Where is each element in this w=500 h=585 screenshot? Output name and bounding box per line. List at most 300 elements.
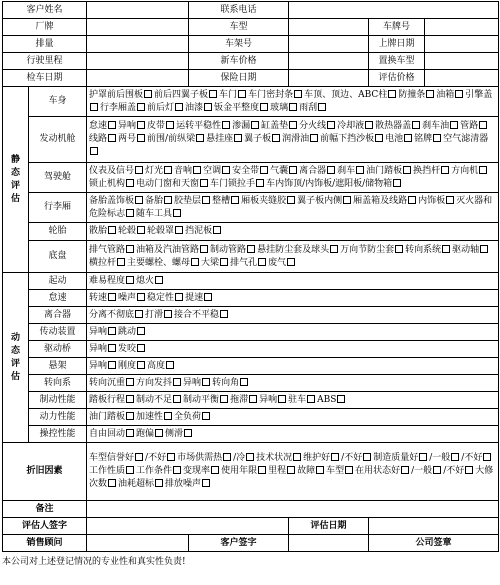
check-item [261,121,299,131]
check-item [145,196,174,206]
checkbox[interactable] [164,166,172,174]
checkbox[interactable] [433,134,441,142]
checkbox[interactable] [108,479,116,487]
check-item-label: 冷却液 [337,121,365,131]
check-item [299,121,337,131]
checkbox[interactable] [108,327,116,335]
customer-sign-field[interactable] [289,535,369,552]
check-item-label: 运转平稳性 [176,121,222,131]
checkbox[interactable] [337,395,345,403]
check-item [436,90,465,100]
field-label: 行驶里程 [3,53,87,70]
check-item-label: 前幅下挡沙板 [320,134,375,144]
checkbox[interactable] [450,121,458,129]
category-items [87,117,499,163]
company-seal-label: 公司签章 [369,535,499,552]
section-title-char: 态 [10,167,20,178]
check-item [89,361,118,371]
appraisal-form [2,1,498,567]
checkbox[interactable] [173,395,181,403]
checkbox[interactable] [412,121,420,129]
check-item-label: 发咬 [118,343,137,354]
checkbox[interactable] [108,121,116,129]
checkbox[interactable] [126,245,134,253]
category-label: 发动机舱 [29,117,87,163]
field-value[interactable] [289,2,499,19]
checkbox[interactable] [137,327,145,335]
checkbox[interactable] [393,179,401,187]
checkbox[interactable] [108,361,116,369]
checkbox[interactable] [202,196,210,204]
field-label: 车架号 [189,36,289,53]
checkbox[interactable] [108,226,116,234]
check-item-label: 制造质量好 [373,453,419,463]
category-items [87,392,499,409]
checkbox[interactable] [375,134,383,142]
checkbox[interactable] [247,245,255,253]
category-items [87,290,499,307]
checkbox[interactable] [108,134,116,142]
checkbox[interactable] [343,196,351,204]
field-value[interactable] [87,19,189,36]
check-item [411,466,443,476]
check-item-label: ABS [317,394,337,405]
checkbox[interactable] [90,103,98,111]
checkbox[interactable] [108,293,116,301]
checkbox[interactable] [175,103,183,111]
field-value[interactable] [87,53,189,70]
check-item [268,466,297,476]
check-item [89,310,145,320]
checkbox[interactable] [126,276,134,284]
field-value[interactable] [289,36,369,53]
checkbox[interactable] [222,166,230,174]
category-label: 车身 [29,87,87,117]
check-item [89,90,154,100]
check-item [297,466,326,476]
section-title-char: 估 [10,371,20,382]
check-item-label: 拖滞 [230,394,249,405]
check-item-label: 备胎盖饰板 [89,195,135,206]
check-item-label: 在用状态好 [355,466,401,476]
checkbox[interactable] [318,103,326,111]
check-item-label: 加速性 [136,411,164,422]
check-item [136,245,210,255]
field-value[interactable] [87,36,189,53]
check-item [183,378,212,388]
checkbox[interactable] [272,134,280,142]
checkbox[interactable] [126,412,134,420]
checkbox[interactable] [260,166,268,174]
checkbox[interactable] [137,134,145,142]
checkbox[interactable] [175,293,183,301]
field-label: 评估价格 [369,70,425,87]
checkbox[interactable] [433,466,441,474]
check-item-label: 护罩前后围板 [89,89,144,100]
checkbox[interactable] [234,134,242,142]
form-table [2,1,499,552]
static-row [3,163,499,193]
check-item [183,466,221,476]
checkbox[interactable] [173,466,181,474]
field-value[interactable] [87,2,189,19]
checkbox[interactable] [419,453,427,461]
checkbox[interactable] [202,378,210,386]
check-item [136,466,183,476]
section-title-char: 静 [10,154,20,165]
check-item-label: 异响 [259,394,278,405]
check-item [337,166,366,176]
category-label: 动力性能 [29,409,87,426]
check-item-label: 里程 [268,466,287,476]
check-item [174,166,203,176]
section-title-char: 动 [10,332,20,343]
checkbox[interactable] [202,412,210,420]
check-item-label: 驻车 [288,394,307,405]
appraiser-row [3,518,499,535]
check-item-label: 皮带 [147,121,166,131]
check-item-label: 维护好 [303,453,331,463]
dynamic-row [3,341,499,358]
checkbox[interactable] [289,166,297,174]
check-item-label: 大梁 [201,257,220,268]
checkbox[interactable] [465,466,473,474]
checkbox[interactable] [173,209,181,217]
checkbox[interactable] [137,121,145,129]
check-item [340,245,405,255]
dynamic-row [3,409,499,426]
checkbox[interactable] [480,245,488,253]
checkbox[interactable] [90,147,98,155]
checkbox[interactable] [144,90,152,98]
checkbox[interactable] [401,466,409,474]
category-items [87,358,499,375]
checkbox[interactable] [223,453,231,461]
check-item-label: 雨刮 [299,102,318,113]
category-label: 操控性能 [29,426,87,443]
checkbox[interactable] [200,245,208,253]
checkbox[interactable] [166,121,174,129]
checkbox[interactable] [137,344,145,352]
checkbox[interactable] [137,361,145,369]
checkbox[interactable] [403,166,411,174]
checkbox[interactable] [294,90,302,98]
checkbox[interactable] [211,466,219,474]
check-item [353,196,418,206]
check-item-label: 润滑油 [282,134,310,144]
check-item [136,276,165,286]
section-title-char: 评 [10,180,20,191]
field-label: 排量 [3,36,87,53]
checkbox[interactable] [164,310,172,318]
checkbox[interactable] [220,395,228,403]
checkbox[interactable] [231,196,239,204]
field-value[interactable] [425,36,499,53]
checkbox[interactable] [126,378,134,386]
dynamic-row [3,426,499,443]
checkbox[interactable] [126,466,134,474]
checkbox[interactable] [126,395,134,403]
checkbox[interactable] [441,166,449,174]
checkbox[interactable] [442,245,450,253]
checkbox[interactable] [164,196,172,204]
category-label: 驱动桥 [29,341,87,358]
header-row [3,53,499,70]
checkbox[interactable] [479,166,487,174]
checkbox[interactable] [426,90,434,98]
static-section-title [3,87,29,273]
check-item [147,293,185,303]
check-item [89,179,136,189]
field-label: 联系电话 [189,2,289,19]
header-row [3,2,499,19]
checkbox[interactable] [155,429,163,437]
checkbox[interactable] [289,121,297,129]
category-items [87,324,499,341]
checkbox[interactable] [331,453,339,461]
checkbox[interactable] [256,179,264,187]
checkbox[interactable] [126,429,134,437]
depreciation-label: 折旧因素 [3,443,87,501]
checkbox[interactable] [222,121,230,129]
checkbox[interactable] [200,179,208,187]
check-item-label: 前后四翼子板 [154,89,209,100]
check-item [89,258,127,268]
checkbox[interactable] [258,258,266,266]
checkbox[interactable] [155,479,163,487]
check-item-label: 刹车 [337,165,356,176]
check-item-label: 管路 [460,121,479,131]
check-item-label: 车门 [219,89,238,100]
checkbox[interactable] [249,395,257,403]
category-items [87,375,499,392]
check-item [452,245,490,255]
check-item-label: 翼子板 [244,134,272,144]
check-item [266,179,403,189]
check-item [299,103,328,113]
remark-field[interactable] [87,501,499,518]
checkbox[interactable] [204,293,212,301]
checkbox[interactable] [363,453,371,461]
checkbox[interactable] [220,310,228,318]
checkbox[interactable] [209,90,217,98]
checkbox[interactable] [166,361,174,369]
check-item-label: 转向角 [212,377,240,388]
checkbox[interactable] [287,196,295,204]
field-label: 车型 [189,19,289,36]
category-label: 离合器 [29,307,87,324]
check-item [375,121,422,131]
checkbox[interactable] [451,453,459,461]
checkbox[interactable] [455,90,463,98]
check-item-label: 排气管路 [89,244,126,255]
check-item-label: 换挡杆 [413,165,441,176]
check-item [230,258,268,268]
checkbox[interactable] [238,90,246,98]
checkbox[interactable] [408,196,416,204]
checkbox[interactable] [345,466,353,474]
checkbox[interactable] [365,121,373,129]
check-item [451,166,489,176]
checkbox[interactable] [135,310,143,318]
checkbox[interactable] [155,276,163,284]
checkbox[interactable] [246,453,254,461]
check-item-label: 两号 [118,134,137,144]
static-row [3,223,499,241]
check-item-label: 整槽 [212,195,231,206]
checkbox[interactable] [126,179,134,187]
checkbox[interactable] [240,378,248,386]
checkbox[interactable] [164,412,172,420]
check-item-label: /不好 [145,453,167,463]
check-item-label: 油门踏板 [366,165,403,176]
check-item-label: 悬挂防尘套及球头 [257,244,330,255]
checkbox[interactable] [388,90,396,98]
check-item-label: 提速 [185,292,204,303]
checkbox[interactable] [307,395,315,403]
checkbox[interactable] [479,121,487,129]
check-item [174,310,230,320]
check-item-label: 排气孔 [230,257,258,268]
checkbox[interactable] [258,466,266,474]
check-item-label: 驱动轴 [452,244,480,255]
checkbox[interactable] [446,196,454,204]
appraiser-field[interactable] [87,518,289,535]
header-row [3,19,499,36]
check-item [270,103,299,113]
checkbox[interactable] [293,453,301,461]
check-item [232,166,270,176]
checkbox[interactable] [137,293,145,301]
dynamic-row [3,358,499,375]
category-label: 底盘 [29,241,87,273]
check-item-label: 怠速 [89,121,108,131]
check-item [89,429,136,439]
check-item [210,179,266,189]
check-item [118,134,147,144]
checkbox[interactable] [278,395,286,403]
checkbox[interactable] [327,121,335,129]
check-item [385,134,414,144]
check-item [212,196,241,206]
checkbox[interactable] [213,226,221,234]
category-items [87,409,499,426]
check-item-label: 油箱及汽油管路 [136,244,200,255]
check-item-label: 踏板行程 [89,394,126,405]
checkbox[interactable] [175,226,183,234]
checkbox[interactable] [260,103,268,111]
field-value[interactable] [425,70,499,87]
check-item-label: 铭牌 [414,134,433,144]
checkbox[interactable] [289,103,297,111]
field-label: 客户姓名 [3,2,87,19]
checkbox[interactable] [483,453,491,461]
checkbox[interactable] [196,134,204,142]
check-item [341,453,373,463]
sales-field[interactable] [87,535,189,552]
checkbox[interactable] [287,466,295,474]
checkbox[interactable] [395,245,403,253]
check-item-label: 工作性质 [89,466,126,476]
checkbox[interactable] [316,466,324,474]
check-item [136,209,183,219]
checkbox[interactable] [327,166,335,174]
checkbox[interactable] [135,196,143,204]
check-item-label: 异响 [89,343,108,354]
check-item-label: 仪表及信号 [89,165,135,176]
category-label: 轮胎 [29,223,87,241]
checkbox[interactable] [126,209,134,217]
checkbox[interactable] [204,103,212,111]
checkbox[interactable] [193,166,201,174]
field-value[interactable] [289,19,369,36]
field-value[interactable] [87,70,189,87]
checkbox[interactable] [202,479,210,487]
field-value[interactable] [425,53,499,70]
checkbox[interactable] [135,166,143,174]
check-item [89,196,145,206]
check-item-label: 转向沉重 [89,377,126,388]
check-item-label: 侧滑 [165,428,184,439]
check-item-label: 挡泥板 [185,226,213,236]
checkbox[interactable] [404,134,412,142]
check-item [136,412,174,422]
checkbox[interactable] [117,258,125,266]
section-title-char: 评 [10,358,20,369]
checkbox[interactable] [184,429,192,437]
check-item [299,166,337,176]
checkbox[interactable] [137,226,145,234]
category-items [87,341,499,358]
checkbox[interactable] [173,378,181,386]
checkbox[interactable] [356,166,364,174]
check-item-label: 大修次数 [89,466,494,489]
field-value[interactable] [425,19,499,36]
category-label: 驾驶舱 [29,163,87,193]
check-item [147,134,206,144]
check-item-label: 异响 [89,360,108,371]
field-value[interactable] [289,70,369,87]
check-item-label: 制动管路 [210,244,247,255]
check-item [355,466,411,476]
check-item-label: 市场供需热 [177,453,223,463]
checkbox[interactable] [167,453,175,461]
check-item-label: 异响 [89,326,108,337]
check-item [233,453,256,463]
appraise-date-field[interactable] [369,518,499,535]
checkbox[interactable] [135,453,143,461]
check-item [145,166,174,176]
static-row [3,117,499,163]
checkbox[interactable] [310,134,318,142]
checkbox[interactable] [251,121,259,129]
section-title-char: 态 [10,345,20,356]
check-item [183,395,230,405]
checkbox[interactable] [330,245,338,253]
check-item [413,166,451,176]
check-item-label: 车门密封条 [248,89,294,100]
checkbox[interactable] [137,103,145,111]
checkbox[interactable] [220,258,228,266]
check-item-label: 故障 [297,466,316,476]
check-item [89,166,145,176]
checkbox[interactable] [108,344,116,352]
check-item-label: 灯光 [145,165,164,176]
checkbox[interactable] [191,258,199,266]
checkbox[interactable] [287,258,295,266]
field-value[interactable] [289,53,369,70]
check-item-label: 内饰板 [418,195,446,206]
